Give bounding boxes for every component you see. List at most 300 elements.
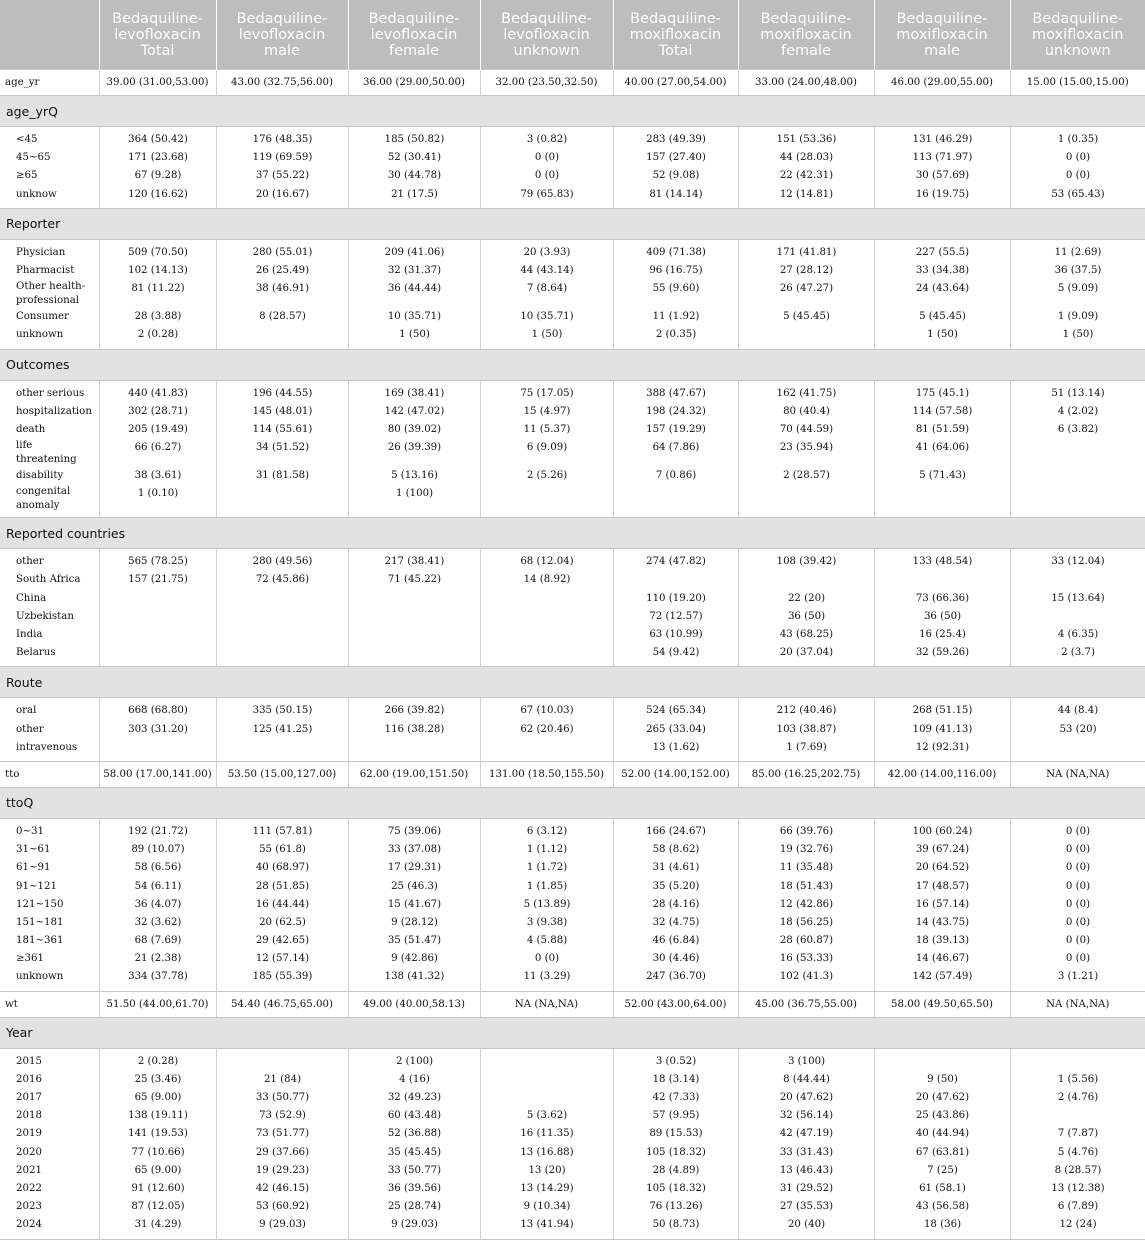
table-cell: 40.00 (27.00,54.00) — [613, 70, 738, 96]
table-cell: 28 (60.87) — [779, 935, 834, 947]
table-cell: 15 (4.97) — [523, 405, 571, 417]
section-header-age-yrq — [0, 96, 1145, 127]
table-cell: 81 (11.22) — [131, 283, 185, 295]
label-column — [0, 240, 99, 349]
table-cell: 302 (28.71) — [128, 405, 188, 417]
table-cell: 36 (50) — [923, 610, 962, 622]
table-cell: 38 (3.61) — [134, 470, 182, 482]
table-cell: 157 (19.29) — [646, 423, 706, 435]
row-label: other — [16, 556, 44, 568]
table-cell — [217, 608, 348, 626]
table-cell: 67 (63.81) — [915, 1146, 970, 1158]
table-cell: 103 (38.87) — [776, 723, 837, 735]
table-cell: 2 (5.26) — [526, 470, 568, 482]
table-cell: 142 (47.02) — [384, 405, 445, 417]
table-cell: 6 (7.89) — [1057, 1201, 1099, 1213]
value-column — [216, 698, 348, 761]
table-cell: 142 (57.49) — [912, 971, 973, 983]
table-cell — [217, 626, 348, 644]
table-cell: 265 (33.04) — [646, 723, 706, 735]
table-cell: 54.40 (46.75,65.00) — [216, 991, 348, 1017]
table-cell: 18 (3.14) — [652, 1073, 700, 1085]
table-cell: 32 (31.37) — [387, 264, 442, 276]
table-cell: 4 (16) — [399, 1073, 430, 1085]
block-grid — [0, 240, 1145, 349]
table-cell: 25 (43.86) — [915, 1110, 970, 1122]
row-label: 2020 — [16, 1146, 42, 1158]
table-cell: 33 (31.43) — [779, 1146, 834, 1158]
row-label: India — [16, 629, 43, 640]
table-cell: 32 (59.26) — [915, 647, 970, 659]
table-cell: 1 (1.85) — [526, 880, 568, 892]
block-grid — [0, 549, 1145, 666]
table-cell: 18 (39.13) — [915, 935, 970, 947]
table-cell — [217, 739, 348, 757]
table-cell: 1 (5.56) — [1057, 1073, 1099, 1085]
table-cell: 20 (40) — [787, 1219, 826, 1231]
block-cell — [0, 549, 1145, 667]
table-cell: 162 (41.75) — [776, 387, 837, 399]
table-cell: 198 (24.32) — [646, 405, 706, 417]
table-cell: 171 (23.68) — [128, 152, 188, 164]
table-cell: 125 (41.25) — [252, 723, 313, 735]
table-cell: 16 (25.4) — [919, 629, 966, 640]
table-cell: 38 (46.91) — [255, 283, 310, 295]
table-cell: 138 (41.32) — [384, 971, 445, 983]
row-label: Uzbekistan — [16, 610, 74, 622]
value-column — [216, 381, 348, 518]
table-cell: 12 (42.86) — [779, 898, 834, 910]
table-cell — [217, 590, 348, 608]
row-label: age_yr — [0, 70, 99, 96]
table-cell: 55 (61.8) — [259, 844, 306, 856]
table-cell — [614, 571, 738, 589]
table-cell: 60 (43.48) — [387, 1110, 442, 1122]
table-cell: 13 (46.43) — [779, 1164, 834, 1176]
value-column — [480, 549, 613, 666]
header-cell: Bedaquiline- moxifloxacin unknown — [1010, 0, 1145, 70]
row-label: 2021 — [16, 1164, 42, 1176]
table-cell: 18 (56.25) — [779, 916, 834, 928]
table-cell: 20 (47.62) — [915, 1092, 970, 1103]
table-cell: 0 (0) — [534, 170, 560, 182]
table-cell: 0 (0) — [1065, 935, 1091, 947]
block-cell — [0, 239, 1145, 349]
table-cell: 25 (46.3) — [391, 880, 438, 892]
row-label: ≥361 — [16, 953, 44, 965]
table-cell: 26 (25.49) — [255, 264, 310, 276]
value-column — [1010, 127, 1145, 208]
table-cell: 73 (52.9) — [259, 1110, 306, 1122]
header-cell: Bedaquiline- levofloxacin male — [216, 0, 348, 70]
table-cell: 509 (70.50) — [128, 246, 188, 258]
table-cell: 668 (68.80) — [128, 705, 188, 717]
value-column — [216, 1049, 348, 1239]
table-cell: 16 (44.44) — [255, 898, 310, 910]
table-cell: 22 (42.31) — [779, 170, 834, 182]
table-cell: 32 (3.62) — [134, 916, 182, 928]
table-cell: 89 (15.53) — [649, 1128, 703, 1140]
table-cell: 565 (78.25) — [128, 556, 188, 568]
block-grid — [0, 819, 1145, 991]
table-cell: 131.00 (18.50,155.50) — [480, 761, 613, 787]
table-cell — [1011, 1053, 1145, 1071]
table-cell — [217, 485, 348, 513]
table-cell: 75 (39.06) — [387, 825, 442, 837]
table-cell: 20 (3.93) — [523, 246, 571, 258]
row-label: 31~61 — [16, 844, 51, 856]
table-cell: 119 (69.59) — [252, 152, 313, 164]
table-cell: 388 (47.67) — [646, 387, 706, 399]
value-column — [613, 381, 738, 518]
row-tto — [0, 761, 1145, 787]
table-cell: 409 (71.38) — [646, 246, 706, 258]
table-cell: 131 (46.29) — [912, 134, 973, 145]
table-cell: 21 (2.38) — [134, 953, 182, 965]
table-cell: 13 (20) — [528, 1164, 566, 1176]
row-label: 2023 — [16, 1201, 42, 1213]
value-column — [348, 698, 480, 761]
label-column — [0, 819, 99, 991]
table-cell — [349, 626, 480, 644]
table-cell: 13 (12.38) — [1051, 1182, 1105, 1194]
value-column — [1010, 240, 1145, 349]
table-cell: 283 (49.39) — [646, 134, 706, 145]
table-cell: 266 (39.82) — [384, 705, 445, 717]
table-cell: 274 (47.82) — [646, 556, 706, 568]
table-cell: 44 (8.4) — [1057, 705, 1099, 717]
row-label: intravenous — [16, 741, 78, 753]
table-cell: 76 (13.26) — [649, 1201, 703, 1213]
value-column — [1010, 698, 1145, 761]
table-cell: 53.50 (15.00,127.00) — [216, 761, 348, 787]
table-cell: 0 (0) — [1065, 880, 1091, 892]
table-cell: 15.00 (15.00,15.00) — [1010, 70, 1145, 96]
table-cell: 4 (6.35) — [1057, 629, 1099, 640]
table-cell: 65 (9.00) — [134, 1092, 182, 1103]
table-cell — [100, 626, 216, 644]
header-cell: Bedaquiline- levofloxacin unknown — [480, 0, 613, 70]
table-cell: 17 (29.31) — [387, 862, 442, 874]
table-cell: 105 (18.32) — [646, 1182, 706, 1194]
table-cell: 37 (55.22) — [255, 170, 310, 182]
table-cell: 7 (25) — [927, 1164, 958, 1176]
table-cell: 334 (37.78) — [128, 971, 188, 983]
table-cell: 31 (29.52) — [779, 1182, 834, 1194]
table-cell: 57 (9.95) — [652, 1110, 700, 1122]
value-column — [99, 549, 216, 666]
block-grid — [0, 127, 1145, 208]
row-label: Physician — [16, 246, 66, 258]
table-cell — [875, 571, 1010, 589]
table-cell — [349, 739, 480, 757]
table-cell: 3 (0.82) — [526, 134, 568, 145]
value-column — [216, 127, 348, 208]
section-title: Outcomes — [0, 349, 1145, 380]
table-cell: 7 (8.64) — [526, 283, 568, 295]
table-cell: 31 (4.29) — [134, 1219, 182, 1231]
value-column — [348, 240, 480, 349]
table-cell: 157 (27.40) — [646, 152, 706, 164]
row-label: 2015 — [16, 1055, 42, 1067]
header-cell: Bedaquiline- levofloxacin female — [348, 0, 480, 70]
table-cell: 3 (0.52) — [655, 1055, 697, 1067]
table-cell: 29 (37.66) — [255, 1146, 310, 1158]
table-cell: 36 (44.44) — [387, 283, 442, 295]
row-label: ≥65 — [16, 170, 38, 182]
row-label: wt — [0, 991, 99, 1017]
table-cell: 89 (10.07) — [131, 844, 185, 856]
header-row — [0, 0, 1145, 70]
table-cell: 45.00 (36.75,55.00) — [738, 991, 874, 1017]
table-cell: 1 (9.09) — [1057, 311, 1099, 323]
table-cell: 16 (53.33) — [779, 953, 834, 965]
table-cell: 66 (6.27) — [134, 442, 182, 454]
table-cell: 109 (41.13) — [912, 723, 973, 735]
header-cell: Bedaquiline- moxifloxacin Total — [613, 0, 738, 70]
table-cell: 111 (57.81) — [252, 825, 313, 837]
row-label: Other health-professional — [16, 281, 86, 307]
label-column — [0, 127, 99, 208]
table-cell: 11 (5.37) — [523, 423, 571, 435]
table-cell: 46 (6.84) — [652, 935, 700, 947]
table-cell: 5 (3.62) — [526, 1110, 568, 1122]
table-cell: 100 (60.24) — [912, 825, 973, 837]
table-cell: 2 (28.57) — [783, 470, 830, 482]
table-cell — [481, 644, 613, 662]
table-cell: 0 (0) — [1065, 825, 1091, 837]
value-column — [738, 240, 874, 349]
value-column — [613, 698, 738, 761]
table-cell: 6 (3.82) — [1057, 423, 1099, 435]
block-cell — [0, 818, 1145, 991]
table-cell: 19 (29.23) — [255, 1164, 310, 1176]
table-cell: 33 (12.04) — [1051, 556, 1105, 568]
table-cell: 12 (24) — [1059, 1219, 1097, 1231]
row-label: disability — [16, 470, 64, 482]
table-cell: 1 (7.69) — [786, 741, 827, 753]
table-cell: 4 (2.02) — [1057, 405, 1099, 417]
value-column — [216, 549, 348, 666]
table-cell: 81 (14.14) — [649, 188, 703, 200]
value-column — [613, 549, 738, 666]
block-grid — [0, 1049, 1145, 1239]
table-cell: 10 (35.71) — [387, 311, 442, 323]
table-cell: 141 (19.53) — [128, 1128, 188, 1140]
table-cell: 5 (45.45) — [783, 311, 830, 323]
value-column — [480, 698, 613, 761]
table-cell — [217, 1053, 348, 1071]
value-column — [1010, 1049, 1145, 1239]
row-label: 2016 — [16, 1073, 42, 1085]
table-cell: 0 (0) — [1065, 953, 1091, 965]
value-column — [480, 1049, 613, 1239]
row-label: other — [16, 723, 44, 735]
table-cell: 25 (28.74) — [387, 1201, 442, 1213]
row-label: China — [16, 592, 47, 604]
value-column — [874, 240, 1010, 349]
value-column — [738, 549, 874, 666]
value-column — [348, 819, 480, 991]
row-label: 61~91 — [16, 862, 51, 874]
value-column — [613, 819, 738, 991]
section-title: Reported countries — [0, 518, 1145, 549]
row-label: unknow — [16, 188, 57, 200]
table-cell: 52.00 (14.00,152.00) — [613, 761, 738, 787]
row-label: 2024 — [16, 1219, 42, 1231]
block-age-yrq — [0, 127, 1145, 209]
table-cell — [1011, 439, 1145, 467]
table-cell: 364 (50.42) — [128, 134, 188, 145]
table-cell: 9 (28.12) — [391, 916, 438, 928]
table-cell — [349, 608, 480, 626]
table-cell: 192 (21.72) — [128, 825, 188, 837]
table-cell: 0 (0) — [534, 152, 560, 164]
table-cell: 1 (100) — [395, 488, 434, 500]
table-cell: 303 (31.20) — [128, 723, 188, 735]
table-cell: NA (NA,NA) — [480, 991, 613, 1017]
row-label: hospitalization — [16, 405, 92, 417]
table-cell: 32 (4.75) — [652, 916, 700, 928]
table-cell: 53 (65.43) — [1051, 188, 1105, 200]
table-cell: 21 (17.5) — [391, 188, 438, 200]
row-label: life threatening — [16, 440, 77, 466]
table-cell: 11 (3.29) — [523, 971, 571, 983]
section-title: age_yrQ — [0, 96, 1145, 127]
table-cell: 2 (0.35) — [655, 329, 697, 341]
table-cell: NA (NA,NA) — [1010, 991, 1145, 1017]
table-cell: 133 (48.54) — [912, 556, 973, 568]
table-cell: 28 (51.85) — [255, 880, 310, 892]
table-cell: 8 (44.44) — [783, 1073, 830, 1085]
table-cell: 43 (56.58) — [915, 1201, 970, 1213]
table-cell — [100, 608, 216, 626]
row-label: 2017 — [16, 1092, 42, 1103]
row-label: unknown — [16, 971, 64, 983]
row-label: 2022 — [16, 1182, 42, 1194]
table-cell — [481, 626, 613, 644]
table-cell: 42 (47.19) — [779, 1128, 834, 1140]
table-cell: 9 (50) — [927, 1073, 958, 1085]
table-cell: 209 (41.06) — [384, 246, 445, 258]
table-cell: 5 (13.89) — [523, 898, 571, 910]
table-cell — [481, 1089, 613, 1107]
table-cell: 7 (0.86) — [655, 470, 697, 482]
row-label: unknown — [16, 329, 64, 341]
table-cell: 31 (4.61) — [652, 862, 700, 874]
table-cell: 212 (40.46) — [776, 705, 837, 717]
table-cell: 2 (0.28) — [137, 1055, 179, 1067]
value-column — [348, 1049, 480, 1239]
table-cell: 34 (51.52) — [255, 442, 310, 454]
table-cell: 1 (50) — [399, 329, 430, 341]
table-cell: 53 (20) — [1059, 723, 1097, 735]
table-cell: 39.00 (31.00,53.00) — [99, 70, 216, 96]
table-cell: 247 (36.70) — [646, 971, 706, 983]
table-cell: 51.50 (44.00,61.70) — [99, 991, 216, 1017]
table-cell: 185 (50.82) — [384, 134, 445, 145]
table-cell: 58.00 (17.00,141.00) — [99, 761, 216, 787]
value-column — [613, 240, 738, 349]
row-label: <45 — [16, 134, 38, 145]
value-column — [1010, 549, 1145, 666]
table-cell: 11 (35.48) — [779, 862, 834, 874]
table-cell — [481, 1071, 613, 1089]
table-cell: 51 (13.14) — [1051, 387, 1105, 399]
value-column — [874, 381, 1010, 518]
table-cell: 19 (32.76) — [779, 844, 834, 856]
table-cell: 58.00 (49.50,65.50) — [874, 991, 1010, 1017]
table-cell: 53 (60.92) — [255, 1201, 310, 1213]
table-cell: 2 (3.7) — [1061, 647, 1095, 659]
section-header-countries — [0, 518, 1145, 549]
table-cell: 30 (4.46) — [652, 953, 700, 965]
row-wt — [0, 991, 1145, 1017]
block-outcomes — [0, 380, 1145, 518]
table-cell: 87 (12.05) — [131, 1201, 185, 1213]
table-cell: 80 (40.4) — [783, 405, 830, 417]
table-cell: 0 (0) — [1065, 916, 1091, 928]
value-column — [216, 819, 348, 991]
table-cell: 58 (8.62) — [652, 844, 700, 856]
table-cell: 5 (9.09) — [1057, 283, 1099, 295]
table-cell: 52 (36.88) — [387, 1128, 442, 1140]
table-cell: 8 (28.57) — [259, 311, 306, 323]
table-cell: 49.00 (40.00,58.13) — [348, 991, 480, 1017]
table-cell: 80 (39.02) — [387, 423, 442, 435]
row-label: Consumer — [16, 311, 69, 323]
table-cell: 52 (9.08) — [652, 170, 700, 182]
table-cell: 35 (5.20) — [652, 880, 700, 892]
label-column — [0, 1049, 99, 1239]
table-cell: 27 (28.12) — [779, 264, 834, 276]
table-cell: 2 (0.28) — [137, 329, 179, 341]
table-cell: 0 (0) — [1065, 898, 1091, 910]
table-cell: 52.00 (43.00,64.00) — [613, 991, 738, 1017]
table-cell: 1 (50) — [1062, 329, 1094, 341]
section-title: ttoQ — [0, 787, 1145, 818]
value-column — [216, 240, 348, 349]
table-cell: 26 (39.39) — [387, 442, 442, 454]
table-cell: 32 (49.23) — [387, 1092, 442, 1103]
table-cell: 0 (0) — [1065, 862, 1091, 874]
table-cell: 217 (38.41) — [384, 556, 445, 568]
table-cell: 75 (17.05) — [520, 387, 574, 399]
table-cell: 30 (44.78) — [387, 170, 442, 182]
table-cell: 5 (71.43) — [919, 470, 966, 482]
table-cell: 145 (48.01) — [252, 405, 313, 417]
block-ttoq — [0, 818, 1145, 991]
table-cell: 33 (50.77) — [255, 1092, 310, 1103]
table-cell: 33 (37.08) — [387, 844, 442, 856]
table-cell: 138 (19.11) — [128, 1110, 188, 1122]
table-cell — [739, 571, 874, 589]
table-cell: 30 (57.69) — [915, 170, 970, 182]
section-header-reporter — [0, 208, 1145, 239]
table-cell: 13 (16.88) — [520, 1146, 574, 1158]
table-cell: 14 (43.75) — [915, 916, 970, 928]
table-cell: 43 (68.25) — [779, 629, 834, 640]
table-cell: 20 (64.52) — [915, 862, 970, 874]
table-cell — [217, 644, 348, 662]
table-cell: 72 (45.86) — [255, 574, 310, 586]
table-cell: 12 (14.81) — [779, 188, 834, 200]
row-label: Pharmacist — [16, 264, 75, 276]
table-cell: 169 (38.41) — [384, 387, 445, 399]
table-cell: 73 (51.77) — [255, 1128, 310, 1140]
table-cell: 20 (37.04) — [779, 647, 834, 659]
table-cell: 9 (10.34) — [523, 1201, 571, 1213]
